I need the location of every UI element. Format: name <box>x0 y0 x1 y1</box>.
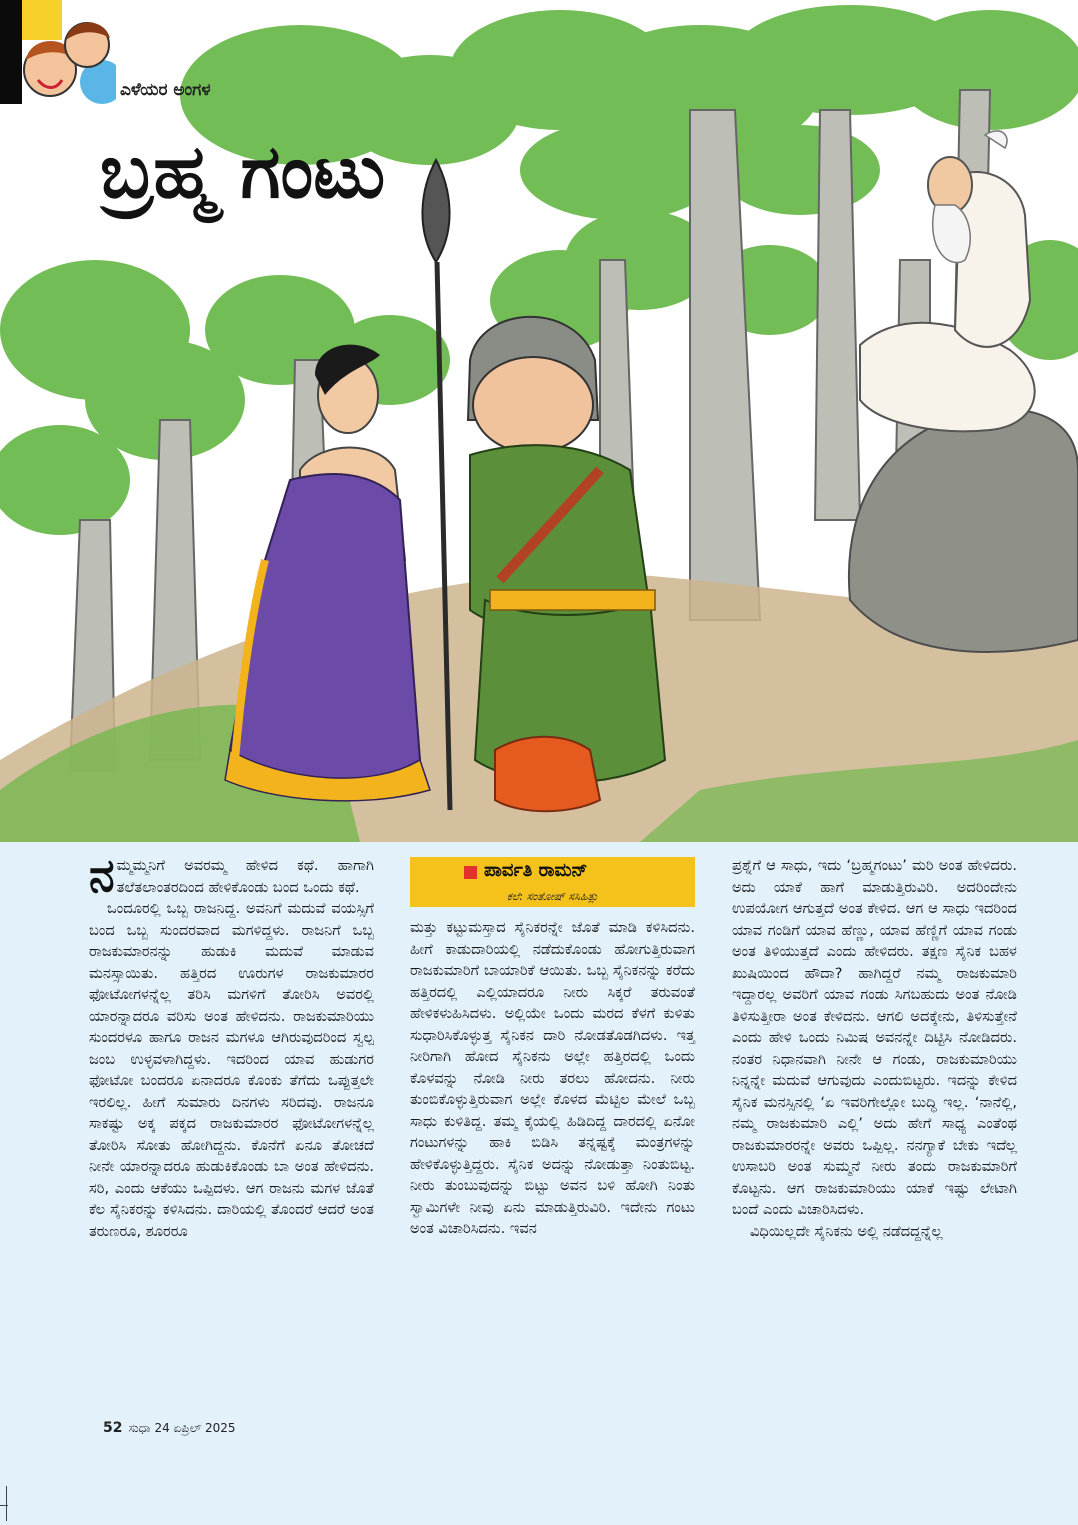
article-column-3 <box>732 855 1017 1242</box>
byline-square-icon <box>464 866 477 879</box>
dropcap: ನ <box>89 848 115 902</box>
art-credit: ಕಲೆ: ಸಂತೋಷ್ ಸಸಿಹಿತ್ಲು <box>506 890 599 903</box>
paragraph: ವಿಧಿಯಿಲ್ಲದೇ ಸೈನಿಕನು ಅಲ್ಲಿ ನಡೆದದ್ದನ್ನೆಲ್ಲ <box>750 1222 943 1240</box>
story-title: ಬ್ರಹ್ಮ ಗಂಟು <box>100 129 386 215</box>
paragraph: ಒಂದೂರಲ್ಲಿ ಒಬ್ಬ ರಾಜನಿದ್ದ. ಅವನಿಗೆ ಮದುವೆ ವಯಸ್ಸಿಗೆ ಬಂದ ಒಬ್ಬ ಸುಂದರವಾದ ಮಗಳಿದ್ದಳು. ರಾಜನಿಗೆ ಒಬ್ಬ ರಾಜಕುಮಾರನನ್ನು ಹುಡುಕಿ ಮದುವೆ ಮಾಡುವ ಮನಸ್ಸಾಯಿತು. ಹತ್ತಿರದ ಊರುಗಳ ರಾಜಕುಮಾರರ ಫೋಟೋಗಳನ್ನೆಲ್ಲ ತರಿಸಿ ಮಗಳಿಗೆ ತೋರಿಸಿ ಅವರಲ್ಲಿ ಯಾರನ್ನಾದರೂ ವರಿಸು ಅಂತ ಹೇಳಿದನು. ರಾಜಕುಮಾರಿಯು ಸುಂದರಳೂ ಹಾಗೂ ರಾಜನ ಮಗಳೂ ಆಗಿರುವುದರಿಂದ ಸ್ವಲ್ಪ ಜಂಬ ಉಳ್ಳವಳಾಗಿದ್ದಳು. ಇದರಿಂದ ಯಾವ ಹುಡುಗರ ಫೋಟೋ ಬಂದರೂ ಏನಾದರೂ ಕೊಂಕು ತೆಗೆದು ಒಪ್ಪುತ್ತಲೇ ಇರಲಿಲ್ಲ. ಹೀಗೆ ಸುಮಾರು ದಿನಗಳು ಸರಿದವು. ರಾಜನೂ ಸಾಕಷ್ಟು ಅಕ್ಕ ಪಕ್ಕದ ರಾಜಕುಮಾರರ ಫೋಟೋಗಳನ್ನೆಲ್ಲ ತೋರಿಸಿ ಸೋತು ಹೋಗಿದ್ದನು. ಕೊನೆಗೆ ಏನೂ ತೋಚದೆ ನೀನೇ ಯಾರನ್ನಾದರೂ ಹುಡುಕಿಕೊಂಡು ಬಾ ಅಂತ ಹೇಳಿದನು. ಸರಿ, ಎಂದು ಆಕೆಯು ಒಪ್ಪಿದಳು. ಆಗ ರಾಜನು ಮಗಳ ಜೊತೆ ಕೆಲ ಸೈನಿಕರನ್ನು ಕಳಿಸಿದನು. ದಾರಿಯಲ್ಲಿ ತೊಂದರೆ ಆದರೆ ಅಂತ ತರುಣರೂ, ಶೂರರೂ <box>89 900 374 1240</box>
byline-box <box>410 857 695 907</box>
crop-mark <box>6 1486 7 1521</box>
article-column-2 <box>410 857 695 1240</box>
corner-black-bar <box>0 0 22 104</box>
crop-mark <box>0 1505 8 1506</box>
author-name: ಪಾರ್ವತಿ ರಾಮನ್ <box>484 860 588 881</box>
paragraph: ಪ್ರಶ್ನೆಗೆ ಆ ಸಾಧು, ಇದು ‘ಬ್ರಹ್ಮಗಂಟು’ ಮರಿ ಅಂತ ಹೇಳಿದರು. ಅದು ಯಾಕೆ ಹಾಗೆ ಮಾಡುತ್ತಿರುವಿರಿ. ಅದರಿಂದೇನು ಉಪಯೋಗ ಆಗುತ್ತದೆ ಅಂತ ಕೇಳಿದ. ಆಗ ಆ ಸಾಧು ಇದರಿಂದ ಯಾವ ಗಂಡಿಗೆ ಯಾವ ಹೆಣ್ಣು, ಯಾವ ಹೆಣ್ಣಿಗೆ ಯಾವ ಗಂಡು ಅಂತ ತಿಳಿಯುತ್ತದೆ ಎಂದು ಹೇಳಿದರು. ತಕ್ಷಣ ಸೈನಿಕ ಬಹಳ ಖುಷಿಯಿಂದ ಹೌದಾ? ಹಾಗಿದ್ದರೆ ನಮ್ಮ ರಾಜಕುಮಾರಿ ಇದ್ದಾರಲ್ಲ ಅವರಿಗೆ ಯಾವ ಗಂಡು ಸಿಗಬಹುದು ಅಂತ ನೋಡಿ ತಿಳಿಸುತ್ತೀರಾ ಅಂತ ಕೇಳಿದನು. ಆಗಲಿ ಅದಕ್ಕೇನು, ತಿಳಿಸುತ್ತೇನೆ ಎಂದು ಹೇಳಿ ಒಂದು ನಿಮಿಷ ಅವನನ್ನೇ ದಿಟ್ಟಿಸಿ ನೋಡಿದರು. ನಂತರ ನಿಧಾನವಾಗಿ ನೀನೇ ಆ ಗಂಡು, ರಾಜಕುಮಾರಿಯು ನಿನ್ನನ್ನೇ ಮದುವೆ ಆಗುವುದು ಎಂದುಬಿಟ್ಟರು. ಇದನ್ನು ಕೇಳಿದ ಸೈನಿಕ ಮನಸ್ಸಿನಲ್ಲಿ ‘ಏ ಇವರಿಗೇಲ್ಲೋ ಬುದ್ಧಿ ಇಲ್ಲ. ‘ನಾನೆಲ್ಲಿ, ನಮ್ಮ ರಾಜಕುಮಾರಿ ಎಲ್ಲಿ’ ಅದು ಹೇಗೆ ಸಾಧ್ಯ ಎಂತೆಂಥ ರಾಜಕುಮಾರರನ್ನೇ ಅವರು ಒಪ್ಪಿಲ್ಲ. ನನಗ್ಯಾಕೆ ಬೇಕು ಇದೆಲ್ಲ ಉಸಾಬರಿ ಅಂತ ಸುಮ್ಮನೆ ನೀರು ತಂದು ರಾಜಕುಮಾರಿಗೆ ಕೊಟ್ಟನು. ಆಗ ರಾಜಕುಮಾರಿಯು ಯಾಕೆ ಇಷ್ಟು ಲೇಟಾಗಿ ಬಂದೆ ಎಂದು ವಿಚಾರಿಸಿದಳು. <box>732 857 1017 1218</box>
paragraph: ಮ್ಮಮ್ಮನಿಗೆ ಅವರಮ್ಮ ಹೇಳಿದ ಕಥೆ. ಹಾಗಾಗಿ ತಲೆತಲಾಂತರದಿಂದ ಹೇಳಿಕೊಂಡು ಬಂದ ಒಂದು ಕಥೆ. <box>116 857 374 896</box>
issue-info: ಸುಧಾ 24 ಏಪ್ರಿಲ್ 2025 <box>128 1421 236 1435</box>
section-logo <box>22 0 116 104</box>
article-column-1 <box>89 848 374 1242</box>
section-label: ಎಳೆಯರ ಅಂಗಳ <box>120 80 211 100</box>
page-number: 52 <box>103 1420 123 1436</box>
page-footer <box>103 1420 236 1436</box>
paragraph: ಮತ್ತು ಕಟ್ಟುಮಸ್ತಾದ ಸೈನಿಕರನ್ನೇ ಜೊತೆ ಮಾಡಿ ಕಳಿಸಿದನು. ಹೀಗೆ ಕಾಡುದಾರಿಯಲ್ಲಿ ನಡೆದುಕೊಂಡು ಹೋಗುತ್ತಿರುವಾಗ ರಾಜಕುಮಾರಿಗೆ ಬಾಯಾರಿಕೆ ಆಯಿತು. ಒಬ್ಬ ಸೈನಿಕನನ್ನು ಕರೆದು ಹತ್ತಿರದಲ್ಲಿ ಎಲ್ಲಿಯಾದರೂ ನೀರು ಸಿಕ್ಕರೆ ತರುವಂತೆ ಹೇಳಿಕಳುಹಿಸಿದಳು. ಅಲ್ಲಿಯೇ ಒಂದು ಮರದ ಕೆಳಗೆ ಕುಳಿತು ಸುಧಾರಿಸಿಕೊಳ್ಳುತ್ತ ಸೈನಿಕನ ದಾರಿ ನೋಡತೊಡಗಿದಳು. ಇತ್ತ ನೀರಿಗಾಗಿ ಹೋದ ಸೈನಿಕನು ಅಲ್ಲೇ ಹತ್ತಿರದಲ್ಲಿ ಒಂದು ಕೊಳವನ್ನು ನೋಡಿ ನೀರು ತರಲು ಹೋದನು. ನೀರು ತುಂಬಿಕೊಳ್ಳುತ್ತಿರುವಾಗ ಅಲ್ಲೇ ಕೊಳದ ಮೆಟ್ಟಿಲ ಮೇಲೆ ಒಬ್ಬ ಸಾಧು ಕುಳಿತಿದ್ದ. ತಮ್ಮ ಕೈಯಲ್ಲಿ ಹಿಡಿದಿದ್ದ ದಾರದಲ್ಲಿ ಏನೋ ಗಂಟುಗಳನ್ನು ಹಾಕಿ ಬಿಡಿಸಿ ತನ್ನಷ್ಟಕ್ಕೆ ಮಂತ್ರಗಳನ್ನು ಹೇಳಿಕೊಳ್ಳುತ್ತಿದ್ದರು. ಸೈನಿಕ ಅದನ್ನು ನೋಡುತ್ತಾ ನಿಂತುಬಿಟ್ಟ. ನೀರು ತುಂಬುವುದನ್ನು ಬಿಟ್ಟು ಅವನ ಬಳಿ ಹೋಗಿ ನಿಂತು ಸ್ವಾಮಿಗಳೇ ನೀವು ಏನು ಮಾಡುತ್ತಿರುವಿರಿ. ಇದೇನು ಗಂಟು ಅಂತ ವಿಚಾರಿಸಿದನು. ಇವನ <box>410 919 695 1237</box>
